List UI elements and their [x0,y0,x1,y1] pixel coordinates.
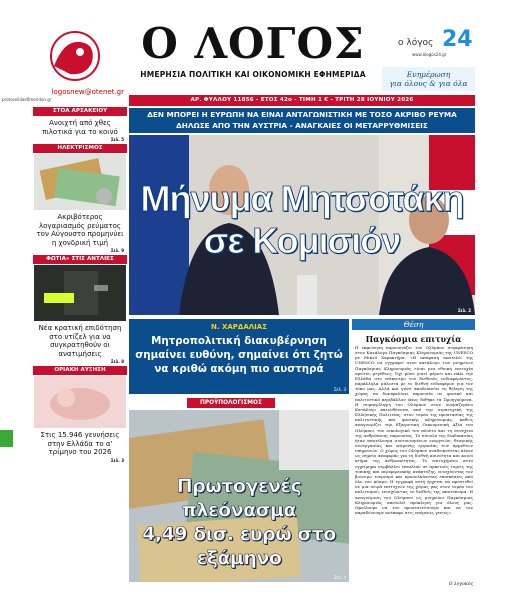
page-ref: Σελ. 3 [110,457,124,463]
page-ref: Σελ. 8 [110,359,124,364]
opinion-section-label: Θέση [352,319,475,330]
main-headline [129,178,475,262]
newborn-photo [34,376,126,428]
page-ref: Σελ. 5 [110,137,124,142]
left-story-4[interactable] [33,366,127,463]
tagline-line2: για όλους & για όλα [389,79,468,88]
section-label: ΣΤΟΑ ΑΡΣΑΚΕΙΟΥ [33,107,127,116]
tagline-box [382,67,475,91]
budget-headline-line1: Πρωτογενές πλεόνασμα [176,475,302,521]
fuel-pump-photo [34,265,126,321]
side-url: protoselidaefimeridon.gr [2,97,52,102]
left-story-2[interactable] [33,144,127,253]
story-hardalias[interactable] [129,319,349,394]
logo-right-brand: ο λόγος [398,38,434,48]
tagline-line1: Ενημέρωση [406,70,451,79]
budget-headline [129,474,349,570]
logo-right-number: 24 [442,27,473,52]
left-story-1[interactable] [33,107,127,142]
main-headline-line1: Μήνυμα Μητσοτάκη [140,178,464,219]
story-headline-line3: να κριθώ ακόμη πιο αυστηρά [154,363,324,375]
top-headline-line2: ΔΗΛΩΣΕ ΑΠΟ ΤΗΝ ΑΥΣΤΡΙΑ - ΑΝΑΓΚΑΙΕΣ ΟΙ ΜΕΤΑΡΡΥΘΜΙΣΕΙΣ [176,120,428,130]
story-headline-line2: σημαίνει ευθύνη, σημαίνει ότι ζητώ [135,349,343,361]
page-ref: Σελ. 4 [333,575,346,580]
top-headline-line1: ΔΕΝ ΜΠΟΡΕΙ Η ΕΥΡΩΠΗ ΝΑ ΕΙΝΑΙ ΑΝΤΑΓΩΝΙΣΤΙΚΗ ΜΕ ΤΟΣΟ ΑΚΡΙΒΟ ΡΕΥΜΑ [147,110,457,119]
story-headline-line1: Μητροπολιτική διακυβέρνηση [151,335,327,347]
page-ref: Σελ. 2 [457,308,471,313]
budget-story[interactable] [129,410,349,582]
budget-headline-line2: 4,49 δισ. ευρώ στο εξάμηνο [142,523,336,569]
masthead [128,19,378,79]
story-headline [129,334,349,376]
main-photo[interactable] [129,135,475,315]
logo-left-emblem [40,28,110,86]
story-text: Ανοιχτή από χθες πιλοτικά για το κοινό [42,119,118,136]
newspaper-title: Ο ΛΟΓΟΣ [141,19,365,68]
newspaper-subtitle: ΗΜΕΡΗΣΙΑ ΠΟΛΙΤΙΚΗ ΚΑΙ ΟΙΚΟΝΟΜΙΚΗ ΕΦΗΜΕΡΙΔΑ [140,70,366,79]
story-text: Νέα κρατική επιδότηση στο ντίζελ για να συγκρατηθούν οι ανατιμήσεις [38,324,122,358]
page-ref: Σελ. 9 [110,248,124,253]
logo-email: logosnew@otenet.gr [51,88,124,96]
story-byline: Ν. ΧΑΡΔΑΛΙΑΣ [211,323,267,331]
issue-info-bar: ΑΡ. ΦΥΛΛΟΥ 11856 - ΕΤΟΣ 42ο - ΤΙΜΗ 1 € - ΤΡΙΤΗ 28 ΙΟΥΝΙΟΥ 2026 [129,95,475,106]
section-label: ΟΡΙΑΚΗ ΑΥΞΗΣΗ [33,366,127,375]
page-ref: Σελ. 3 [333,387,346,392]
section-label: ΗΛΕΚΤΡΙΣΜΟΣ [33,144,127,153]
story-text: Ακριβότερος λογαριασμός ρεύματος τον Αύγουστο προμηνύει η χονδρική τιμή [36,213,124,247]
opinion-title: Παγκόσμια επιτυχία [365,334,462,344]
main-headline-line2: σε Κομισιόν [203,220,401,261]
top-headline-bar[interactable] [129,108,475,133]
left-story-3[interactable] [33,255,127,364]
section-label: ΦΩΤΙΑ» ΣΤΙΣ ΑΝΤΛΙΕΣ [33,255,127,264]
green-marker [0,430,13,447]
budget-section-label: ΠΡΟΫΠΟΛΟΓΙΣΜΟΣ [187,398,275,408]
logo-right-url: www.ologos24.gr [412,52,447,57]
left-column [33,107,127,463]
opinion-body: Η εκφώνηση παρουσιάζει τον Ολύμπου συγκράτηση στον Κατάλογο Παγκόσμιας Κληρονομιάς της UNESCO με Μικτό Χαρακτήρα. «Η απόφαση αποτελεί της UNESCO να εγγραφεί στον κατάλογο των μνημείων Παγκόσμιας Κληρονομιάς είναι μια εθνική επιτυχία πρώτου μεγέθους. Όχι μόνο γιατί φέρνει και πάλι την Ελλάδα στο επίκεντρο του διεθνούς ενδιαφέροντος, παράλληλα μάλιστα με το διεθνή ενδιαφέρον για τον τόπο μας. Αλλά και γιατί αποδεικνύει τη θέληση της χώρας να διασφαλίσει παρουσία σε φυσικό και πολιτιστικό περιβάλλον όπως δόθηκε τα Προηγούμενα. Η συμπερίληψη του Ολύμπου στον ονομαζομένο Κατάλογο κατευθύνεται από την στρατηγική της Ελληνικής Πολιτείας, στον τομέα της προστασίας της πολιτιστικής και φυσικής κληρονομιάς, καθώς αναγνωρίζει την Εξαιρετική Οικουμενική Αξία του Ολύμπου, τον οικολογικό του πλούτο και τη συνέχεια της ανθρώπινης παρουσίας. Το σύνολο της διαδικασίας ήταν αποτέλεσμα συντονισμένων ενεργειών, θεσμικής συνεργασίας και επίμονης εργασίας των αρμόδιων υπηρεσιών. Ο χώρος του Ολύμπου αναδεικνύεται πλέον ως σημείο αναφοράς για τη διεθνή κοινότητα και κοινό κτήμα της ανθρωπότητας. Το επιτυχημένο αυτό εγχείρημα συμβάλλει επιπλέον σε αρκετούς τομείς της τοπικής και περιφερειακής ανάπτυξης, ενισχύοντας τον βιώσιμο τουρισμό και προσελκύοντας επισκέπτες από όλο τον κόσμο. Η εγγραφή αυτή έρχεται να προστεθεί σε μια σειρά επιτυχιών της χώρας μας στον τομέα του πολιτισμού, ενισχύοντας το διεθνές της αποτύπωμα. Η αναγνώριση του Ολύμπου ως μνημείου Παγκόσμιας Κληρονομιάς αποτελεί πρόκληση για όλους μας. Οφείλουμε να τον προστατεύσουμε και να τον παραδώσουμε ανέπαφο στις επόμενες γενιές». [355,345,473,515]
banknotes-photo [34,154,126,210]
story-text: Στις 15.946 γεννήσεις στην Ελλάδα το α' τρίμηνο του 2026 [40,431,120,456]
opinion-author: Ο λογοκός [448,582,473,587]
